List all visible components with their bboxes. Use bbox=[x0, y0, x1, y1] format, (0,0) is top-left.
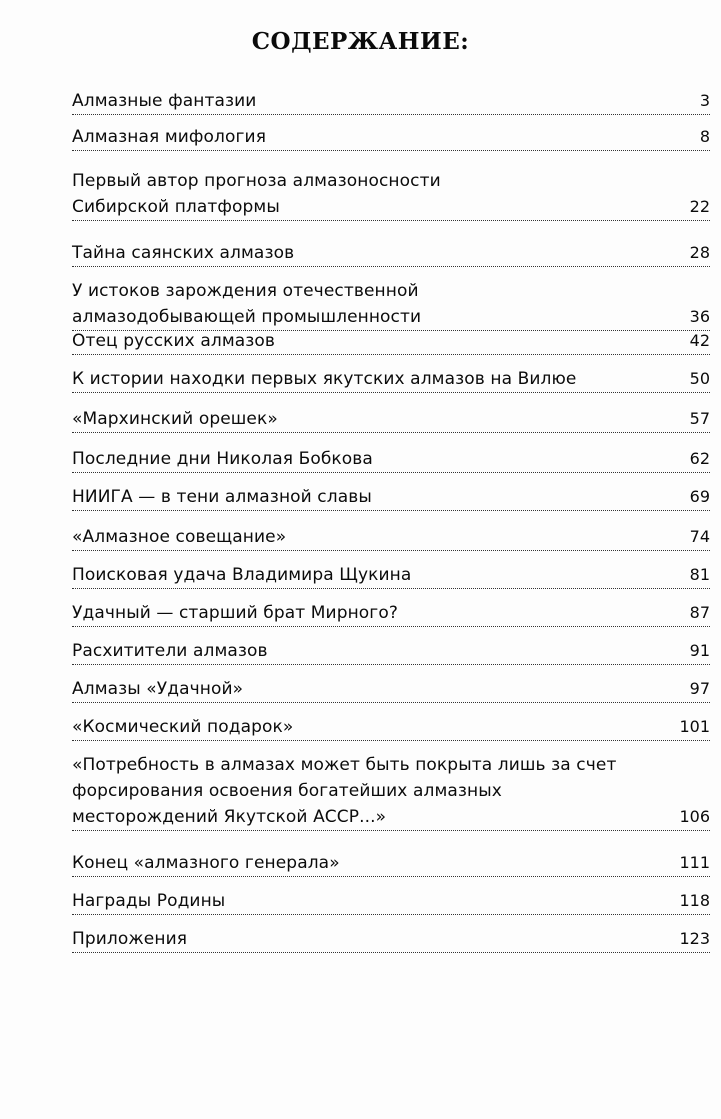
toc-entry bbox=[72, 850, 710, 877]
toc-page-number: 123 bbox=[679, 929, 710, 948]
toc-entry bbox=[72, 366, 710, 393]
toc-entry-title: Отец русских алмазов bbox=[72, 331, 276, 351]
toc-entry-title: «Потребность в алмазах может быть покрыта лишь за счет bbox=[72, 755, 617, 775]
toc-entry-title: Удачный — старший брат Мирного? bbox=[72, 603, 398, 623]
toc-entry bbox=[72, 406, 710, 433]
toc-entry-title: Приложения bbox=[72, 929, 188, 949]
toc-entry bbox=[72, 124, 710, 151]
toc-entry bbox=[72, 562, 710, 589]
toc-entry bbox=[72, 328, 710, 355]
toc-page-number: 118 bbox=[679, 891, 710, 910]
toc-entry-title: алмазодобывающей промышленности bbox=[72, 307, 422, 327]
toc-entry-title: Последние дни Николая Бобкова bbox=[72, 449, 373, 469]
toc-entry-title: Сибирской платформы bbox=[72, 197, 280, 217]
toc-page-number: 91 bbox=[689, 641, 710, 660]
toc-entry bbox=[72, 638, 710, 665]
toc-entry bbox=[72, 524, 710, 551]
toc-entry bbox=[72, 714, 710, 741]
toc-entry-title: «Алмазное совещание» bbox=[72, 527, 287, 547]
toc-entry-title: Первый автор прогноза алмазоносности bbox=[72, 171, 441, 191]
toc-entry-title: «Мархинский орешек» bbox=[72, 409, 278, 429]
toc-entry bbox=[72, 484, 710, 511]
toc-page-number: 42 bbox=[689, 331, 710, 350]
toc-entry bbox=[72, 676, 710, 703]
page-title: СОДЕРЖАНИЕ: bbox=[251, 28, 470, 55]
toc-page-number: 111 bbox=[679, 853, 710, 872]
toc-page-number: 3 bbox=[699, 91, 710, 110]
toc-page-number: 69 bbox=[689, 487, 710, 506]
toc-entry-title: форсирования освоения богатейших алмазных bbox=[72, 781, 502, 801]
toc-page-number: 62 bbox=[689, 449, 710, 468]
toc-entry-title: месторождений Якутской АССР...» bbox=[72, 807, 387, 827]
toc-page-number: 36 bbox=[689, 307, 710, 326]
toc-entry bbox=[72, 168, 710, 221]
toc-page-number: 28 bbox=[689, 243, 710, 262]
toc-page-number: 97 bbox=[689, 679, 710, 698]
toc-entry-title: Расхитители алмазов bbox=[72, 641, 268, 661]
toc-page-number: 50 bbox=[689, 369, 710, 388]
toc-entry bbox=[72, 926, 710, 953]
toc-page-number: 87 bbox=[689, 603, 710, 622]
toc-entry bbox=[72, 278, 710, 331]
toc-entry-title: Конец «алмазного генерала» bbox=[72, 853, 340, 873]
toc-entry-title: Алмазная мифология bbox=[72, 127, 267, 147]
toc-page-number: 101 bbox=[679, 717, 710, 736]
toc-entry-title: Поисковая удача Владимира Щукина bbox=[72, 565, 412, 585]
toc-entry-title: Награды Родины bbox=[72, 891, 226, 911]
toc-page-number: 8 bbox=[699, 127, 710, 146]
toc-entry-title: У истоков зарождения отечественной bbox=[72, 281, 419, 301]
toc-page-number: 74 bbox=[689, 527, 710, 546]
toc-entry-title: К истории находки первых якутских алмазов на Вилюе bbox=[72, 369, 577, 389]
toc-entry-title: «Космический подарок» bbox=[72, 717, 294, 737]
toc-page-number: 57 bbox=[689, 409, 710, 428]
toc-entry-title: Алмазы «Удачной» bbox=[72, 679, 244, 699]
toc-entry bbox=[72, 600, 710, 627]
toc-entry bbox=[72, 240, 710, 267]
toc-entry bbox=[72, 88, 710, 115]
toc-entry bbox=[72, 446, 710, 473]
toc-entry-title: Алмазные фантазии bbox=[72, 91, 257, 111]
toc-entry-title: Тайна саянских алмазов bbox=[72, 243, 295, 263]
toc-page-number: 81 bbox=[689, 565, 710, 584]
toc-page-number: 22 bbox=[689, 197, 710, 216]
toc-entry bbox=[72, 752, 710, 831]
toc-entry bbox=[72, 888, 710, 915]
toc-entry-title: НИИГА — в тени алмазной славы bbox=[72, 487, 372, 507]
toc-page-number: 106 bbox=[679, 807, 710, 826]
